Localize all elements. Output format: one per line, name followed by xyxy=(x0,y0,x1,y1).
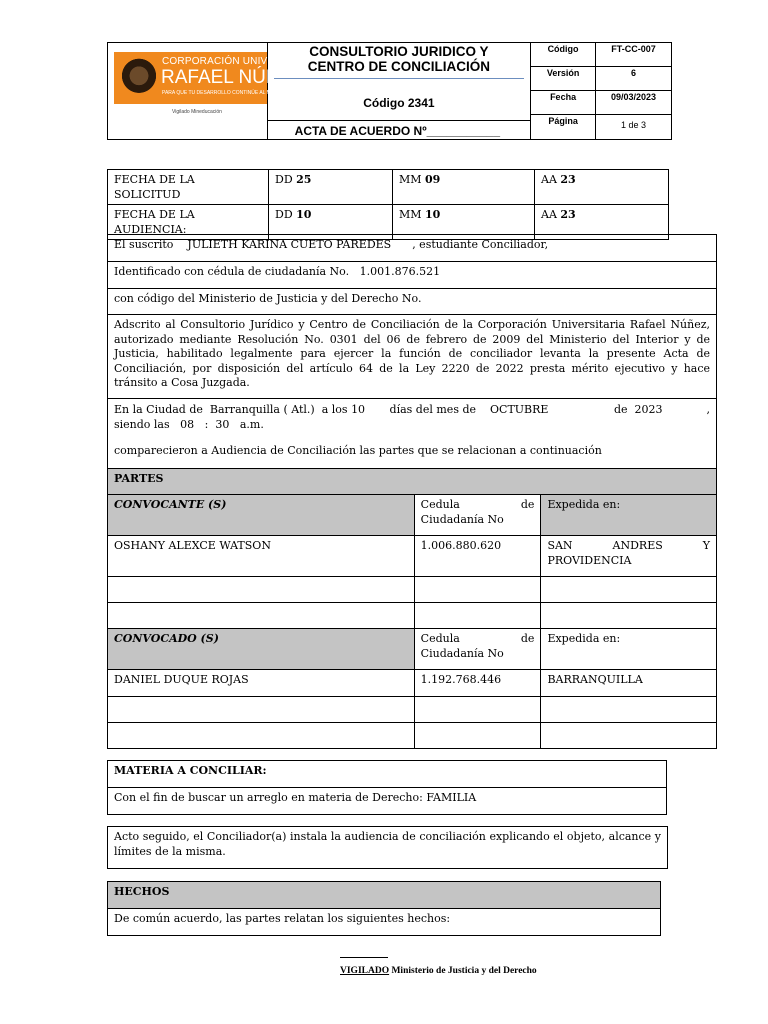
convocante-cedula: 1.006.880.620 xyxy=(414,536,541,577)
convocado-label: CONVOCADO (S) xyxy=(108,629,415,670)
convocante-expedida-label: Expedida en: xyxy=(541,495,717,536)
founder-portrait-icon xyxy=(120,56,158,100)
convocante-label: CONVOCANTE (S) xyxy=(108,495,415,536)
convocado-cedula: 1.192.768.446 xyxy=(414,670,541,697)
fecha-audiencia-mm: MM 10 xyxy=(393,205,535,240)
logo-line2: RAFAEL NÚÑEZ xyxy=(161,67,304,88)
conciliator-table xyxy=(107,234,717,749)
fecha-solicitud-label: FECHA DE LA SOLICITUD xyxy=(108,170,269,205)
fecha-solicitud-dd: DD 25 xyxy=(269,170,393,205)
convocante-empty-expedida xyxy=(541,603,717,629)
suscrito-row: El suscrito JULIETH KARINA CUETO PAREDES , estudiante Conciliador, xyxy=(108,235,717,262)
dates-table xyxy=(107,169,669,240)
convocado-name: DANIEL DUQUE ROJAS xyxy=(108,670,415,697)
ministerio-row: con código del Ministerio de Justicia y del Derecho No. xyxy=(108,289,717,315)
meta-value-pagina: 1 de 3 xyxy=(596,115,672,140)
convocante-empty-name xyxy=(108,577,415,603)
meta-value-fecha: 09/03/2023 xyxy=(596,91,672,115)
cedula-row: Identificado con cédula de ciudadanía No. 1.001.876.521 xyxy=(108,262,717,289)
meta-value-codigo: FT-CC-007 xyxy=(596,43,672,67)
convocante-empty-name xyxy=(108,603,415,629)
footer-vigilado: VIGILADO xyxy=(340,966,390,976)
conciliator-id: 1.001.876.521 xyxy=(359,265,441,278)
title-rule xyxy=(274,78,524,79)
header-table xyxy=(107,42,672,140)
meta-label-pagina: Página xyxy=(531,115,596,140)
convocado-expedida-label: Expedida en: xyxy=(541,629,717,670)
acta-row xyxy=(268,120,530,140)
meta-label-version: Versión xyxy=(531,67,596,91)
fecha-audiencia-dd: DD 10 xyxy=(269,205,393,240)
page-title: CONSULTORIO JURIDICO Y CENTRO DE CONCILIACIÓN xyxy=(307,44,490,74)
convocado-empty-cedula xyxy=(414,723,541,749)
materia-table xyxy=(107,760,667,815)
fecha-solicitud-mm: MM 09 xyxy=(393,170,535,205)
logo-cell xyxy=(108,43,322,140)
logo-tagline: PARA QUE TU DESARROLLO CONTINÚE AL MÁXIMO xyxy=(162,90,287,96)
adscrito-paragraph: Adscrito al Consultorio Jurídico y Centro de Conciliación de la Corporación Universitaria Rafael Núñez, autorizado mediante Resolución No. 0301 del 06 de febrero de 2009 del Ministerio del Interior y de Justicia, habilitado legalmente para ejercer la función de conciliador levanta la presente Acta de Conciliación, por disposición del artículo 64 de la Ley 2220 de 2022 presta mérito ejecutivo y hace tránsito a Cosa Juzgada. xyxy=(108,315,717,399)
acta-number: ACTA DE ACUERDO Nº___________ xyxy=(294,124,501,138)
convocado-empty-cedula xyxy=(414,697,541,723)
footer-ministerio: Ministerio de Justicia y del Derecho xyxy=(391,966,537,976)
convocante-empty-expedida xyxy=(541,577,717,603)
logo-line1: CORPORACIÓN UNIVERSITARIA xyxy=(162,56,322,67)
convocado-empty-name xyxy=(108,697,415,723)
convocado-empty-expedida xyxy=(541,697,717,723)
hechos-title: HECHOS xyxy=(108,882,661,909)
convocante-empty-cedula xyxy=(414,577,541,603)
hechos-text: De común acuerdo, las partes relatan los siguientes hechos: xyxy=(108,909,661,936)
materia-text: Con el fin de buscar un arreglo en materia de Derecho: FAMILIA xyxy=(108,788,667,815)
title-cell xyxy=(267,43,530,140)
convocante-expedida: SAN ANDRES Y PROVIDENCIA xyxy=(541,536,717,577)
document-code: Código 2341 xyxy=(363,96,435,110)
fecha-audiencia-label: FECHA DE LA AUDIENCIA: xyxy=(108,205,269,240)
materia-title: MATERIA A CONCILIAR: xyxy=(108,761,667,788)
convocado-expedida: BARRANQUILLA xyxy=(541,670,717,697)
fecha-solicitud-aa: AA 23 xyxy=(535,170,669,205)
acto-paragraph: Acto seguido, el Conciliador(a) instala la audiencia de conciliación explicando el objeto, alcance y límites de la misma. xyxy=(108,827,668,869)
convocado-empty-name xyxy=(108,723,415,749)
university-logo xyxy=(114,52,322,104)
ciudad-paragraph: En la Ciudad de Barranquilla ( Atl.) a los 10 días del mes de OCTUBRE de 2023 , siendo las 08 : 30 a.m. comparecieron a Audiencia de Conciliación las partes que se relacionan a continuación xyxy=(108,399,717,469)
acto-table xyxy=(107,826,668,869)
hechos-table xyxy=(107,881,661,936)
partes-title: PARTES xyxy=(108,469,717,495)
meta-label-codigo: Código xyxy=(531,43,596,67)
logo-vigilado: Vigilado Mineducación xyxy=(172,109,222,115)
convocante-cedula-label: Cedula de Ciudadanía No xyxy=(414,495,541,536)
convocante-name: OSHANY ALEXCE WATSON xyxy=(108,536,415,577)
meta-label-fecha: Fecha xyxy=(531,91,596,115)
footer-rule xyxy=(340,957,388,958)
fecha-audiencia-aa: AA 23 xyxy=(535,205,669,240)
convocado-cedula-label: Cedula de Ciudadanía No xyxy=(414,629,541,670)
footer xyxy=(340,966,537,976)
convocado-empty-expedida xyxy=(541,723,717,749)
meta-value-version: 6 xyxy=(596,67,672,91)
convocante-empty-cedula xyxy=(414,603,541,629)
conciliator-name: JULIETH KARINA CUETO PAREDES xyxy=(187,238,392,251)
